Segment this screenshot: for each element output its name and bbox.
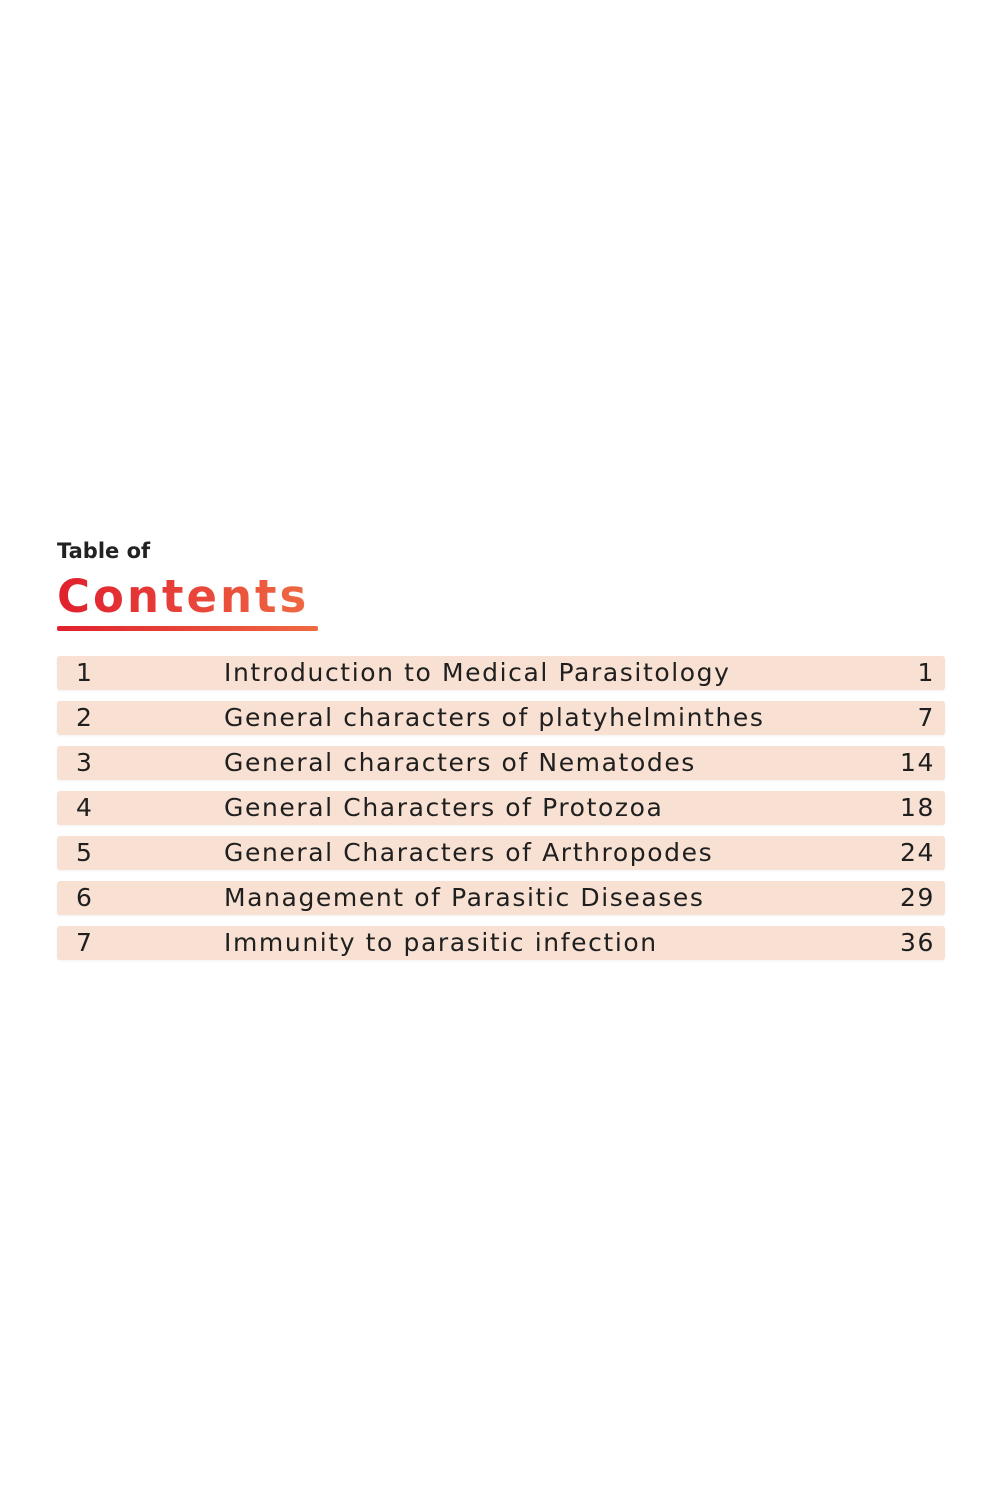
toc-entry	[57, 836, 945, 870]
toc-entry	[57, 791, 945, 825]
toc-entry	[57, 746, 945, 780]
entry-title: General Characters of Arthropodes	[224, 838, 714, 867]
entry-number: 3	[76, 748, 94, 777]
entry-page: 1	[917, 658, 935, 687]
heading-main: Contents	[57, 570, 310, 623]
entry-title: General characters of platyhelminthes	[224, 703, 765, 732]
entry-number: 4	[76, 793, 94, 822]
entry-title: Management of Parasitic Diseases	[224, 883, 705, 912]
toc-entry	[57, 701, 945, 735]
toc-entry	[57, 656, 945, 690]
entry-title: Introduction to Medical Parasitology	[224, 658, 731, 687]
entry-number: 6	[76, 883, 94, 912]
entry-page: 36	[899, 928, 935, 957]
entry-title: General Characters of Protozoa	[224, 793, 664, 822]
heading-underline	[57, 626, 318, 631]
table-of-contents	[57, 536, 945, 971]
entry-title: Immunity to parasitic infection	[224, 928, 658, 957]
entry-number: 2	[76, 703, 94, 732]
entry-title: General characters of Nematodes	[224, 748, 696, 777]
entry-number: 1	[76, 658, 94, 687]
entry-number: 7	[76, 928, 94, 957]
entry-page: 24	[899, 838, 935, 867]
entry-page: 14	[899, 748, 935, 777]
toc-entry	[57, 926, 945, 960]
entry-number: 5	[76, 838, 94, 867]
heading-small: Table of	[57, 539, 151, 563]
entry-page: 29	[899, 883, 935, 912]
toc-entry	[57, 881, 945, 915]
toc-list	[57, 656, 945, 960]
entry-page: 7	[917, 703, 935, 732]
entry-page: 18	[899, 793, 935, 822]
